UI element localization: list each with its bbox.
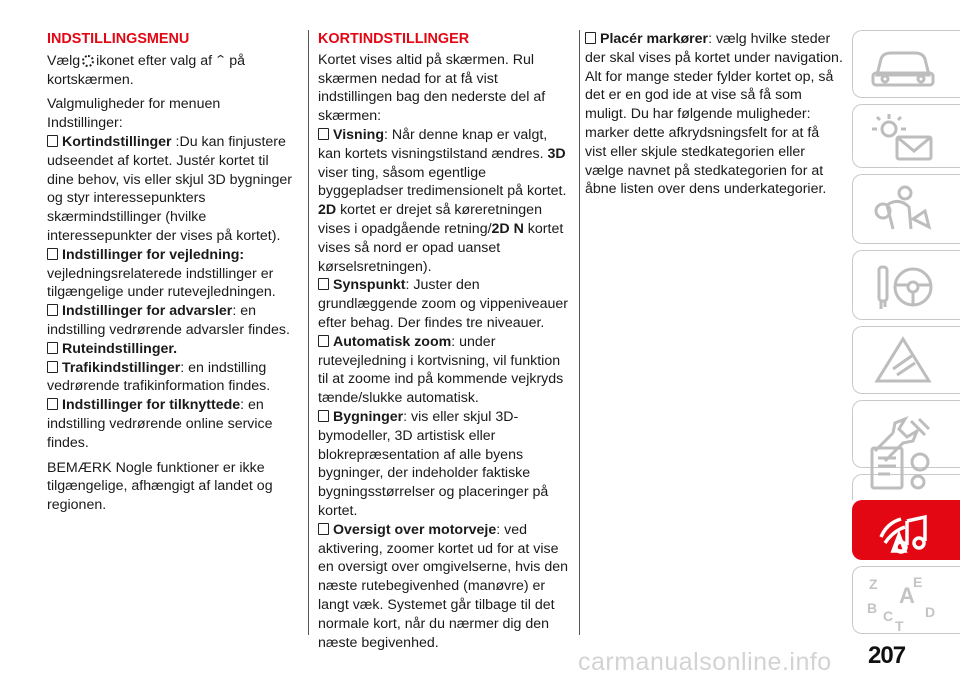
breakdown-triangle-icon [863,333,943,389]
item-title: Placér markører [600,31,709,47]
item-keyword: 3D [547,145,566,162]
item-text: viser ting, såsom egentlige byggepladser tredimensionelt på kortet. [318,164,567,200]
item-title: Indstillinger for advarsler [62,303,233,320]
checkbox-icon [47,248,58,260]
column-1 [47,30,297,521]
list-item [318,276,574,332]
checkbox-icon [47,342,58,354]
intro-paragraph: Kortet vises altid på skærmen. Rul skærmen nedad for at få vist indstillingen bag den nederste del af skærmen: [318,51,546,125]
tab-starting[interactable] [852,250,960,320]
intro-paragraph [47,51,297,90]
key-wheel-icon [863,257,943,315]
svg-text:C: C [883,608,894,624]
item-title: Ruteindstillinger. [62,340,178,357]
item-text: : vis eller skjul 3D-bymodeller, 3D artistisk eller blokrepræsentation af alle byens bygninger, der indeholder faktiske bygningsstørrelser og placeringer på kortet. [318,408,549,519]
settings-option-list [47,133,297,453]
item-text: : vælg hvilke steder der skal vises på kortet under navigation. Alt for mange steder fylder kortet op, så det er en god ide at vise så få som muligt. Du har følgende muligheder: marker dette afkrydsningsfelt for at få vist eller skjule stedkategorien eller vælge navnet på stedkategorien for at åbne listen over dens underkategorier. [585,31,843,198]
intro-text: på kortskærmen. [47,52,246,88]
item-title: Bygninger [333,408,404,425]
list-item [47,302,297,340]
item-text: :Du kan finjustere udseendet af kortet. Justér kortet til dine behov, vis eller skjul 3D bygninger og styr interessepunkters skærmindstillinger (hvilke interessepunkter der vises på kortet). [47,133,292,244]
tab-specs[interactable] [852,440,960,498]
svg-text:B: B [867,600,878,616]
car-icon [863,37,943,93]
list-item [47,359,297,397]
svg-text:D: D [925,604,936,620]
item-text: kortet vises så nord er opad uanset kørselsretningen). [318,220,564,275]
item-text: : en indstilling vedrørende trafikinformation findes. [47,359,271,395]
item-title: Oversigt over motorveje [333,521,497,538]
tab-index[interactable] [852,566,960,634]
tab-multimedia[interactable] [852,500,960,560]
checkbox-icon [318,410,329,422]
svg-text:A: A [899,583,915,608]
list-item [318,521,574,653]
tab-car[interactable] [852,30,960,98]
list-item [47,246,297,302]
item-text: : ved aktivering, zoomer kortet ud for at vise en oversigt over omgivelserne, hvis den næste rutebegivenhed (manøvre) er langt væk. Systemet går tilbage til det normale kort, når du nærmer dig den næste begivenhed. [318,521,568,651]
item-title: Synspunkt [333,277,406,294]
section-heading: KORTINDSTILLINGER [318,31,470,47]
specs-gear-icon [862,440,942,494]
list-item [585,30,843,199]
list-item [47,396,297,452]
checkbox-icon [318,523,329,535]
tab-safety[interactable] [852,174,960,244]
chevron-up-icon: ⌃ [214,53,228,66]
item-text: : en indstilling vedrørende advarsler findes. [47,303,290,338]
multimedia-icon [863,507,943,557]
item-title: Indstillinger for tilknyttede [62,397,241,414]
item-keyword: 2D [318,202,337,219]
list-item [47,133,297,246]
item-title: Visning [333,126,384,143]
svg-text:Z: Z [869,576,878,592]
item-text: : Juster den grundlæggende zoom og vippeniveauer efter behag. Der findes tre niveauer. [318,277,569,331]
checkbox-icon [318,335,329,347]
svg-text:E: E [913,574,923,590]
list-item [318,126,574,276]
intro-text: Vælg [47,52,81,69]
item-text: : Når denne knap er valgt, kan kortets visningstilstand ændres. [318,126,548,162]
item-title: Indstillinger for vejledning: [62,246,245,263]
tab-emergency[interactable] [852,326,960,394]
checkbox-icon [47,398,58,410]
svg-text:T: T [895,618,904,631]
options-lead: Valgmuligheder for menuen Indstillinger: [47,96,221,132]
checkbox-icon [318,278,329,290]
intro-text: ikonet efter valg af [96,52,213,69]
settings-gear-icon [82,55,94,67]
item-text: : en indstilling vedrørende online service findes. [47,397,273,451]
tab-warning-lights[interactable] [852,104,960,168]
checkbox-icon [318,128,329,140]
warning-lights-icon [863,111,943,165]
item-title: Trafikindstillinger [62,359,181,376]
checkbox-icon [47,304,58,316]
item-text: : under rutevejledning i kortvisning, vil funktion til at zoome ind på kommende vejkryds tænde/slukke automatisk. [318,333,564,407]
list-item [318,333,574,408]
airbag-seat-icon [863,181,943,239]
column-2 [318,30,574,652]
item-text: vejledningsrelaterede indstillinger er tilgængelige under rutevejledningen. [47,265,276,301]
item-title: Automatisk zoom [333,333,452,350]
item-title: Kortindstillinger [62,133,172,150]
checkbox-icon [47,361,58,373]
section-heading: INDSTILLINGSMENU [47,31,190,47]
column-3 [585,30,843,205]
item-keyword: 2D N [491,220,524,237]
page-number: 207 [868,642,906,669]
checkbox-icon [585,32,596,44]
column-divider [579,30,580,635]
item-text: kortet er drejet så køreretningen vises i opadgående retning/ [318,202,542,237]
index-letters-icon [863,573,943,631]
column-divider [308,30,309,635]
list-item [47,340,297,359]
watermark: carmanualsonline.info [578,648,832,676]
list-item [318,408,574,521]
note-paragraph: BEMÆRK Nogle funktioner er ikke tilgængelige, afhængigt af landet og regionen. [47,459,273,514]
checkbox-icon [47,135,58,147]
